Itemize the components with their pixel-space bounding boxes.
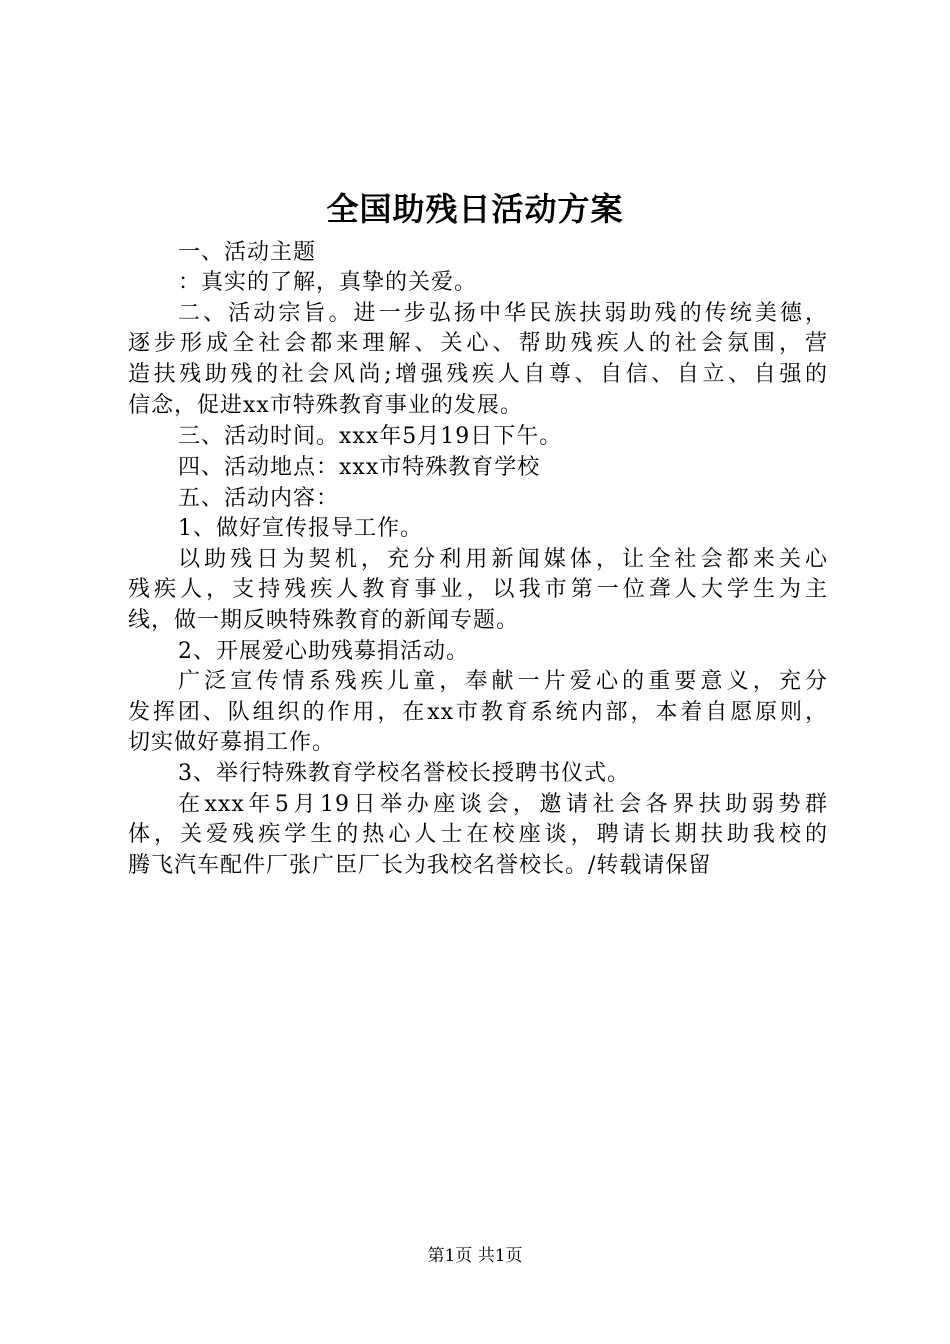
- item-3-paragraph-line: 体，关爱残疾学生的热心人士在校座谈，聘请长期扶助我校的: [128, 822, 828, 847]
- item-1-heading: 1、做好宣传报导工作。: [178, 516, 423, 541]
- item-2-paragraph-line: 发挥团、队组织的作用，在xx市教育系统内部，本着自愿原则，: [128, 700, 828, 725]
- activity-location: 四、活动地点：xxx市特殊教育学校: [178, 455, 541, 480]
- theme-text: ：真实的了解，真挚的关爱。: [178, 270, 478, 295]
- item-3-heading: 3、举行特殊教育学校名誉校长授聘书仪式。: [178, 761, 630, 786]
- item-2-paragraph-line: 切实做好募捐工作。: [128, 730, 336, 755]
- heading-activity-content: 五、活动内容：: [178, 486, 340, 511]
- purpose-paragraph-line: 逐步形成全社会都来理解、关心、帮助残疾人的社会氛围，营: [128, 331, 828, 356]
- item-2-paragraph-line: 广泛宣传情系残疾儿童，奉献一片爱心的重要意义，充分: [178, 669, 828, 694]
- item-3-paragraph-line: 在xxx年5月19日举办座谈会，邀请社会各界扶助弱势群: [178, 792, 828, 817]
- item-2-heading: 2、开展爱心助残募捐活动。: [178, 639, 469, 664]
- document-title: 全国助残日活动方案: [326, 190, 624, 228]
- item-1-paragraph-line: 线，做一期反映特殊教育的新闻专题。: [128, 608, 520, 633]
- purpose-paragraph-line: 造扶残助残的社会风尚;增强残疾人自尊、自信、自立、自强的: [128, 362, 828, 387]
- purpose-paragraph-line: 二、活动宗旨。进一步弘扬中华民族扶弱助残的传统美德，: [178, 301, 828, 326]
- activity-time: 三、活动时间。xxx年5月19日下午。: [178, 424, 563, 449]
- heading-activity-theme: 一、活动主题: [178, 240, 317, 265]
- purpose-paragraph-line: 信念，促进xx市特殊教育事业的发展。: [128, 393, 523, 418]
- item-3-paragraph-line: 腾飞汽车配件厂张广臣厂长为我校名誉校长。/转载请保留: [128, 853, 712, 878]
- page-footer: 第1页 共1页: [427, 1246, 523, 1266]
- item-1-paragraph-line: 残疾人，支持残疾人教育事业，以我市第一位聋人大学生为主: [128, 577, 828, 602]
- item-1-paragraph-line: 以助残日为契机，充分利用新闻媒体，让全社会都来关心: [178, 547, 828, 572]
